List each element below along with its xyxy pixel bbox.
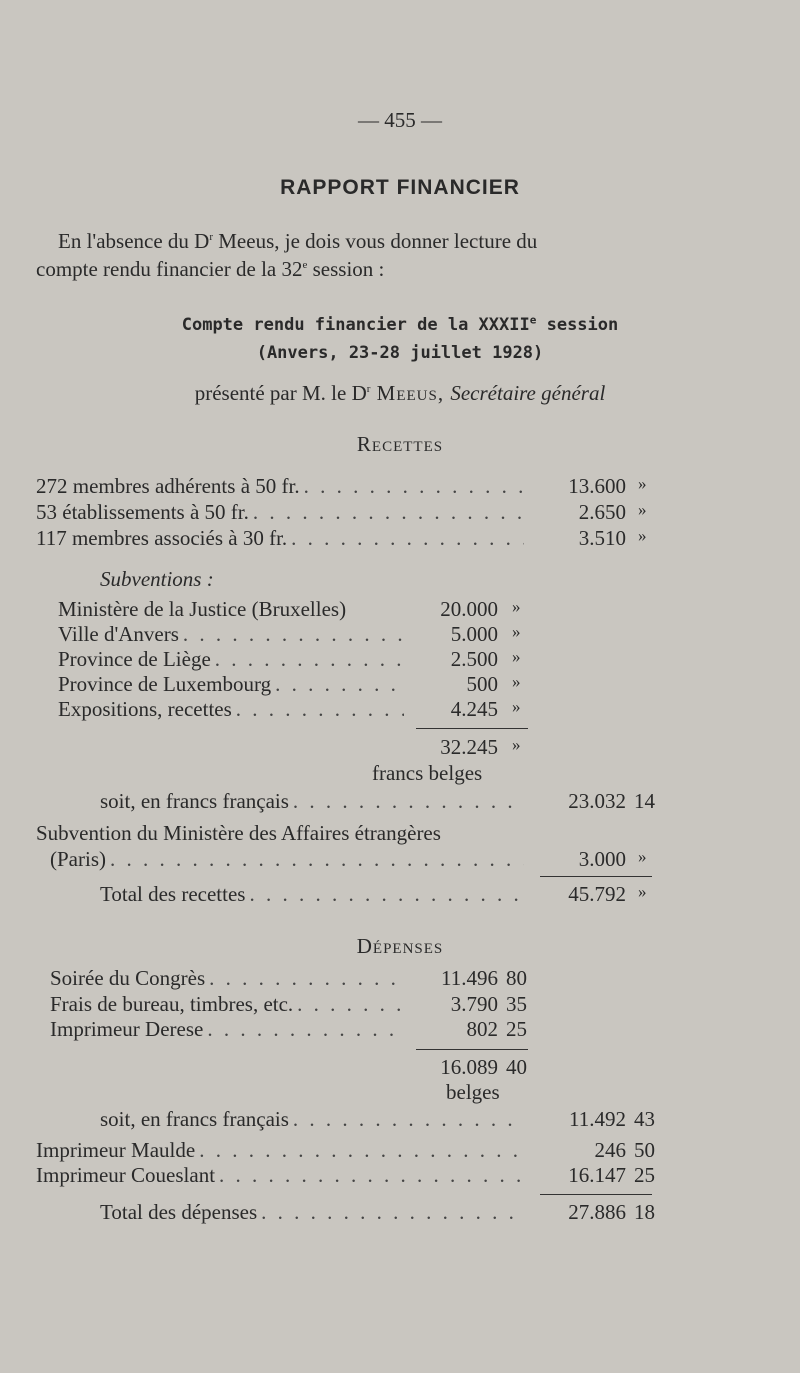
recettes-total-row: Total des recettes . . .: [100, 882, 528, 907]
recettes-subtotal-amount: 32.245: [440, 735, 498, 759]
recette-cents: »: [638, 474, 647, 493]
subvention-cents: »: [512, 597, 521, 616]
intro-line-1: En l'absence du $D^r$ Meeus, je dois vous donner lecture du: [58, 229, 538, 253]
depense-other-amount: 246: [594, 1138, 626, 1162]
depenses-total-amount: 27.886: [568, 1200, 626, 1224]
subvention-row: Province de Liège . . .: [58, 647, 408, 672]
depense-other-cents: 25: [634, 1163, 655, 1187]
page-number: — 455 —: [358, 108, 442, 132]
depense-cents: 80: [506, 966, 527, 990]
subvention-cents: »: [512, 697, 521, 716]
depenses-total-row: Total des dépenses . . .: [100, 1200, 528, 1225]
affaires-cents: »: [638, 847, 647, 866]
subvention-row: Ville d'Anvers . . .: [58, 622, 408, 647]
depense-row: Imprimeur Derese . . .: [50, 1017, 410, 1042]
recettes-subtotal-cents: »: [512, 735, 521, 754]
depenses-heading: Dépenses: [356, 934, 444, 958]
depense-amount: 3.790: [450, 992, 498, 1016]
recette-row: 117 membres associés à 30 fr. . . .: [36, 526, 528, 551]
recettes-total-amount: 45.792: [568, 882, 626, 906]
subvention-amount: 4.245: [450, 697, 498, 721]
depenses-subtotal-cents: 40: [506, 1055, 527, 1079]
depense-other-row: Imprimeur Maulde . . .: [36, 1138, 528, 1163]
page-title: RAPPORT FINANCIER: [280, 176, 520, 199]
subvention-amount: 500: [466, 672, 498, 696]
subvention-cents: »: [512, 622, 521, 641]
subtotal-rule: [416, 1049, 528, 1050]
subtotal-rule: [416, 728, 528, 729]
depense-cents: 25: [506, 1017, 527, 1041]
depenses-subtotal-amount: 16.089: [440, 1055, 498, 1079]
recettes-heading: Recettes: [356, 432, 444, 456]
total-rule: [540, 1194, 652, 1195]
depense-cents: 35: [506, 992, 527, 1016]
depense-row: Soirée du Congrès . . .: [50, 966, 410, 991]
intro-line-2: compte rendu financier de la 32e session :: [36, 257, 385, 281]
depense-amount: 11.496: [441, 966, 498, 990]
depense-other-row: Imprimeur Coueslant . . .: [36, 1163, 528, 1188]
recette-cents: »: [638, 500, 647, 519]
recette-cents: »: [638, 526, 647, 545]
depense-amount: 802: [466, 1017, 498, 1041]
recette-row: 272 membres adhérents à 50 fr. . . .: [36, 474, 528, 499]
depense-other-amount: 16.147: [568, 1163, 626, 1187]
subvention-row: Expositions, recettes . . .: [58, 697, 408, 722]
depenses-subtotal-unit: belges: [446, 1080, 500, 1104]
recette-amount: 2.650: [578, 500, 626, 524]
recettes-total-cents: »: [638, 882, 647, 901]
depenses-total-cents: 18: [634, 1200, 655, 1224]
recette-amount: 3.510: [578, 526, 626, 550]
depense-other-cents: 50: [634, 1138, 655, 1162]
subtitle-line-2: (Anvers, 23-28 juillet 1928): [256, 343, 544, 363]
recettes-subtotal-unit: francs belges: [372, 761, 483, 785]
subvention-amount: 2.500: [450, 647, 498, 671]
recette-row: 53 établissements à 50 fr. . . .: [36, 500, 528, 525]
subvention-row: Province de Luxembourg . . .: [58, 672, 408, 697]
subvention-amount: 5.000: [450, 622, 498, 646]
subventions-heading: Subventions :: [100, 567, 214, 591]
recettes-french-row: soit, en francs français . . .: [100, 789, 528, 814]
depenses-french-cents: 43: [634, 1107, 655, 1131]
recettes-french-cents: 14: [634, 789, 655, 813]
total-rule: [540, 876, 652, 877]
affaires-line-1: Subvention du Ministère des Affaires étrangères: [36, 821, 441, 845]
recette-amount: 13.600: [568, 474, 626, 498]
depenses-french-amount: 11.492: [569, 1107, 626, 1131]
affaires-amount: 3.000: [578, 847, 626, 871]
subvention-amount: 20.000: [440, 597, 498, 621]
subvention-cents: »: [512, 672, 521, 691]
subvention-cents: »: [512, 647, 521, 666]
affaires-row: (Paris) . . .: [50, 847, 528, 872]
subtitle-line-3: présenté par M. le $D^r$ Meeus, Secrétaire général: [194, 381, 606, 405]
subvention-row: Ministère de la Justice (Bruxelles): [58, 597, 347, 621]
depense-row: Frais de bureau, timbres, etc. . . .: [50, 992, 410, 1017]
recettes-french-amount: 23.032: [568, 789, 626, 813]
subtitle-line-1: Compte rendu financier de la XXXIIe session: [181, 313, 619, 335]
depenses-french-row: soit, en francs français . . .: [100, 1107, 528, 1132]
